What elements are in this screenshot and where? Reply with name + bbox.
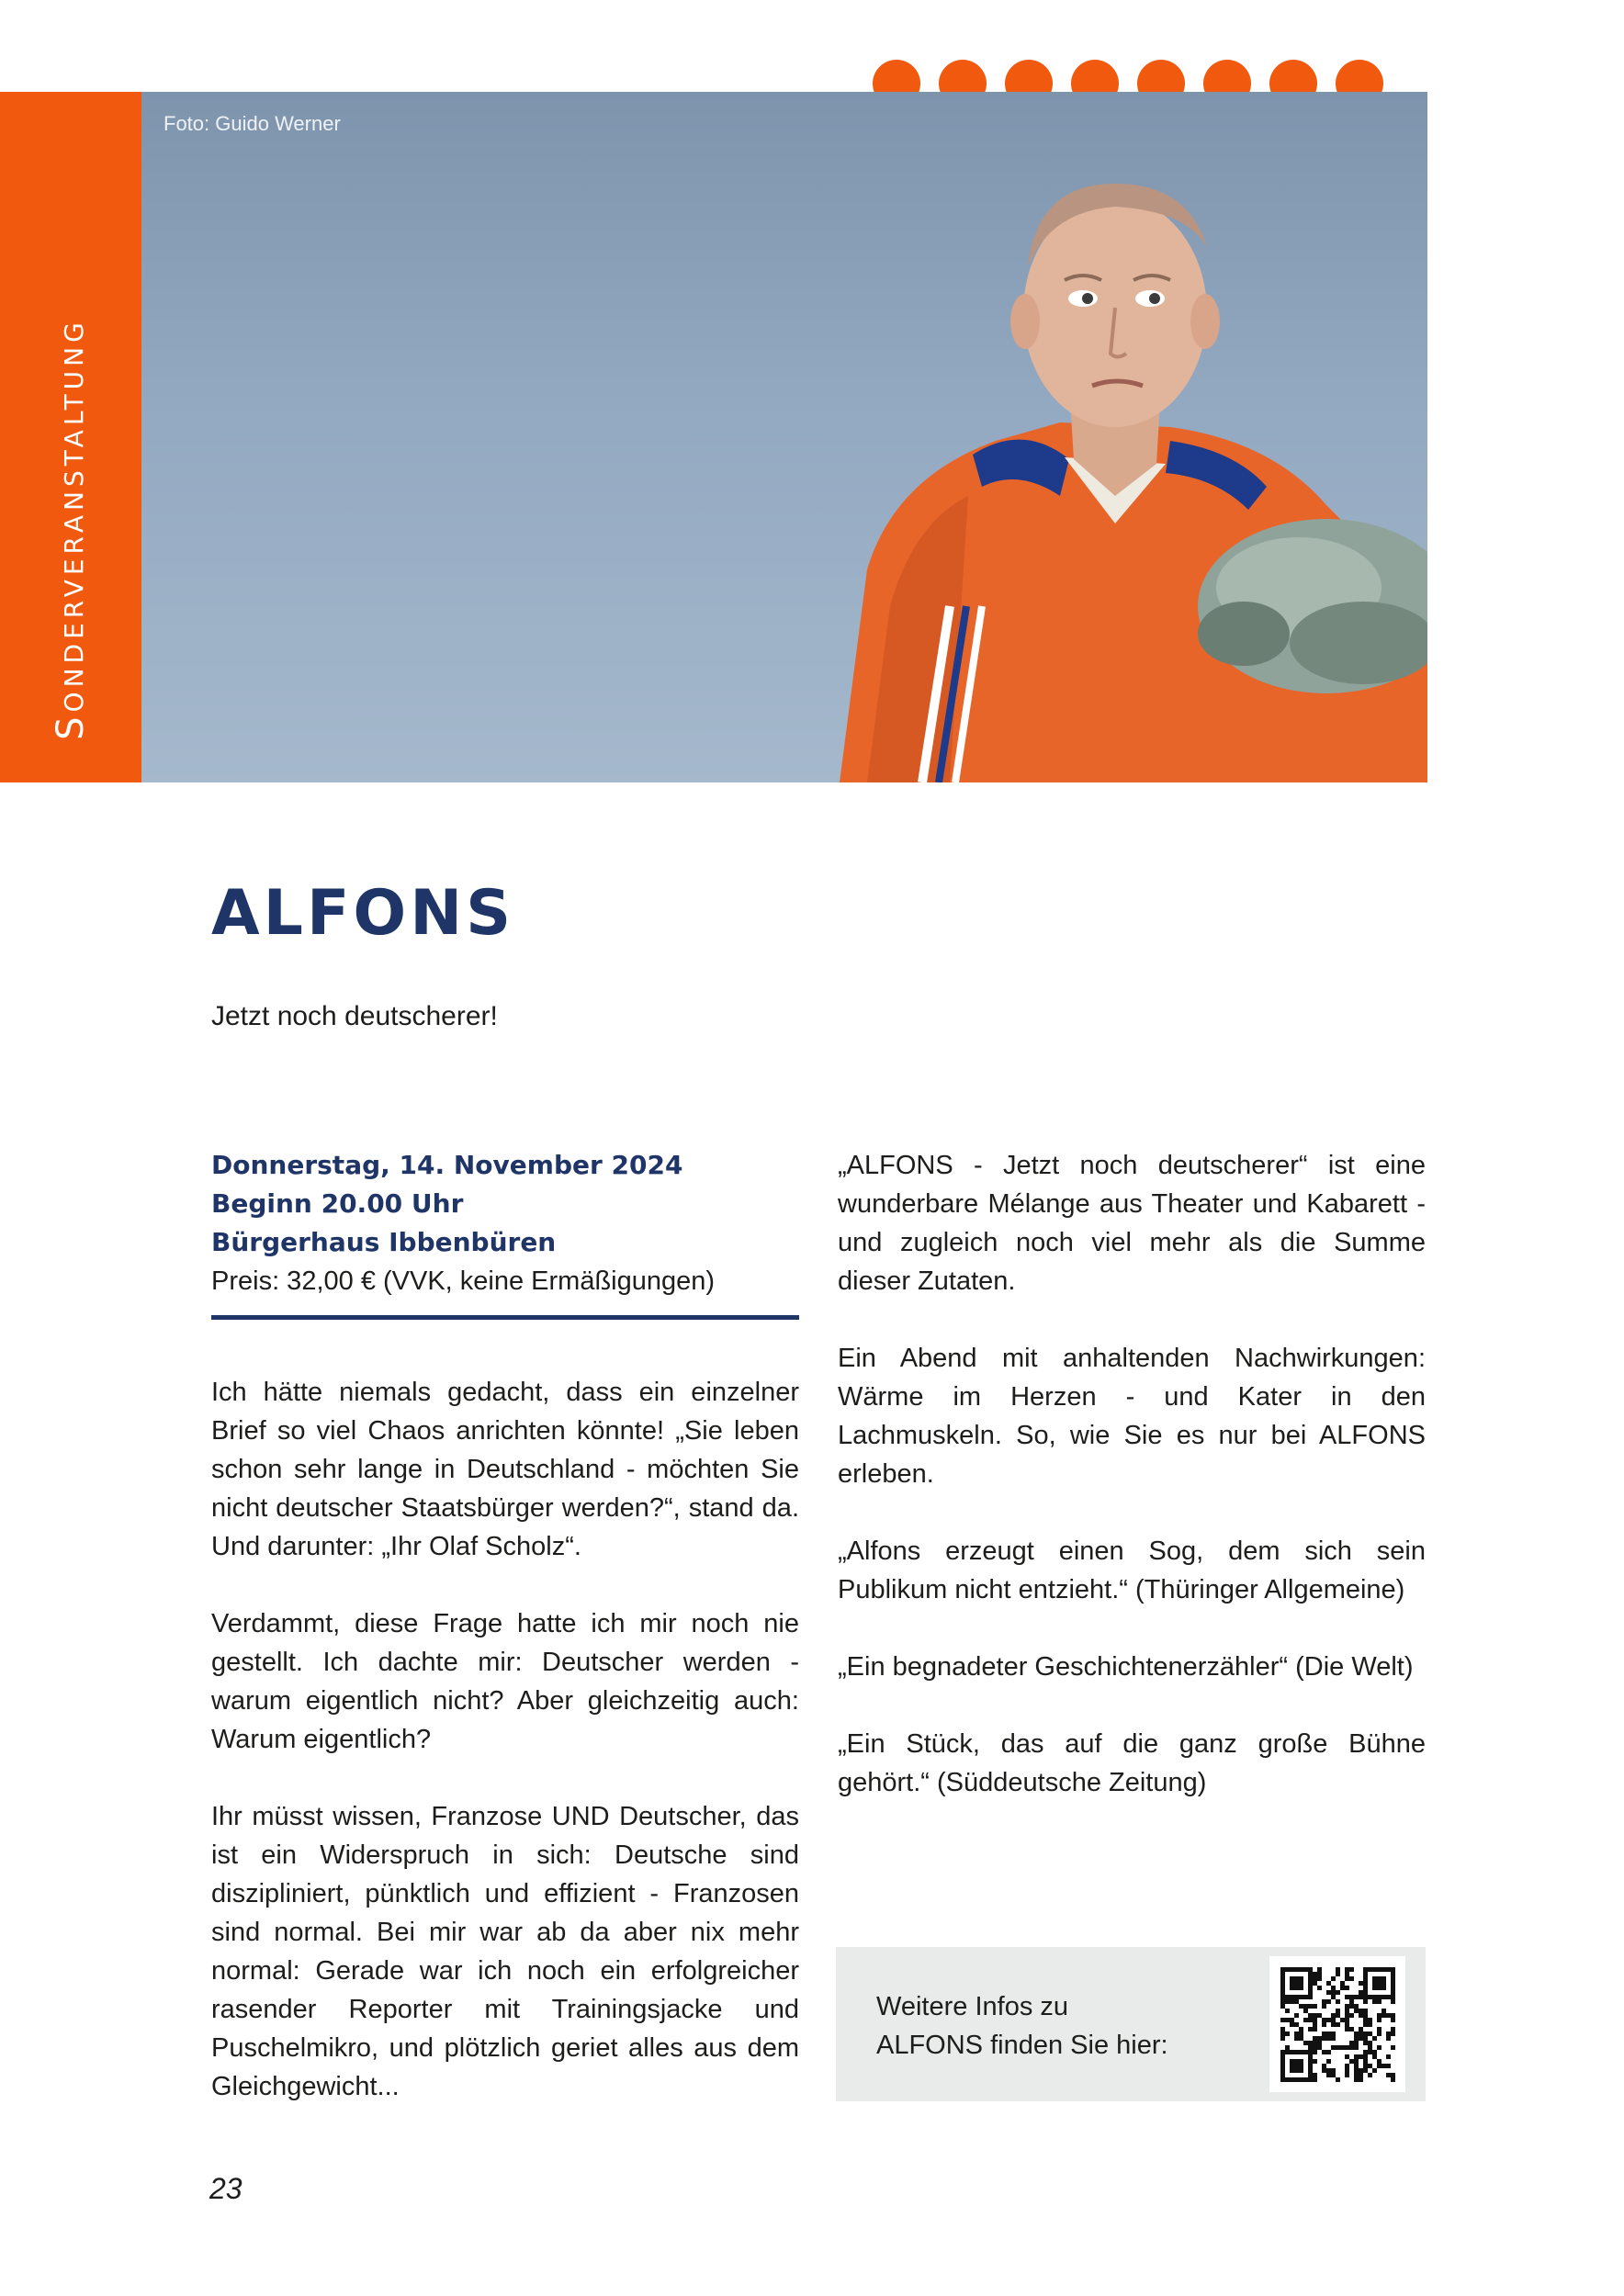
section-label: Sonderveranstaltung: [50, 318, 92, 740]
event-title: ALFONS: [211, 877, 515, 950]
right-paragraph: Ein Abend mit anhaltenden Nachwirkungen: Wärme im Herzen - und Kater in den Lachmuskeln. So, wie Sie es nur bei ALFONS erleben.: [838, 1344, 1426, 1489]
page-number: 23: [209, 2172, 242, 2205]
performer-photo: [141, 92, 1427, 782]
quote-paragraph: „Ein begnadeter Geschichtenerzähler“ (Die Welt): [838, 1652, 1414, 1682]
right-paragraph: „ALFONS - Jetzt noch deutscherer“ ist eine wunderbare Mélange aus Theater und Kabarett - und zugleich noch viel mehr als die Summe dieser Zutaten.: [838, 1151, 1426, 1296]
more-info-line: ALFONS finden Sie hier:: [876, 2031, 1168, 2060]
section-sidebar: [0, 92, 141, 782]
qr-code-icon: [1269, 1956, 1405, 2092]
left-column: [211, 1146, 799, 2106]
photo-credit: Foto: Guido Werner: [164, 112, 341, 135]
event-info: [211, 1146, 799, 1300]
quote-paragraph: „Alfons erzeugt einen Sog, dem sich sein Publikum nicht entzieht.“ (Thüringer Allgemeine): [838, 1536, 1426, 1604]
qr-code[interactable]: [1269, 1956, 1405, 2092]
event-subtitle: Jetzt noch deutscherer!: [211, 1001, 498, 1031]
event-start: Beginn 20.00 Uhr: [211, 1188, 464, 1219]
right-column: [838, 1146, 1426, 1802]
more-info-text: [876, 1987, 1168, 2065]
performer-illustration: [141, 92, 1427, 782]
quote-paragraph: „Ein Stück, das auf die ganz große Bühne gehört.“ (Süddeutsche Zeitung): [838, 1729, 1426, 1797]
left-paragraph: Verdammt, diese Frage hatte ich mir noch nie gestellt. Ich dachte mir: Deutscher werden - warum eigentlich nicht? Aber gleichzeitig auch: Warum eigentlich?: [211, 1609, 799, 1754]
left-paragraph: Ich hätte niemals gedacht, dass ein einzelner Brief so viel Chaos anrichten könnte! „Sie leben schon sehr lange in Deutschland - möchten Sie nicht deutscher Staatsbürger werden?“, stand da. Und darunter: „Ihr Olaf Scholz“.: [211, 1378, 799, 1561]
more-info-line: Weitere Infos zu: [876, 1992, 1069, 2021]
left-paragraph: Ihr müsst wissen, Franzose UND Deutscher, das ist ein Widerspruch in sich: Deutsche sind diszipliniert, pünktlich und effizient - Franzosen sind normal. Bei mir war ab da aber nix mehr normal: Gerade war ich noch ein erfolgreicher rasender Reporter mit Trainingsjacke und Puschelmikro, und plötzlich geriet alles aus dem Gleichgewicht...: [211, 1802, 799, 2101]
event-venue: Bürgerhaus Ibbenbüren: [211, 1227, 557, 1257]
event-date: Donnerstag, 14. November 2024: [211, 1150, 683, 1180]
divider: [211, 1315, 799, 1320]
more-info-box: [836, 1947, 1426, 2101]
event-price: Preis: 32,00 € (VVK, keine Ermäßigungen): [211, 1266, 716, 1296]
